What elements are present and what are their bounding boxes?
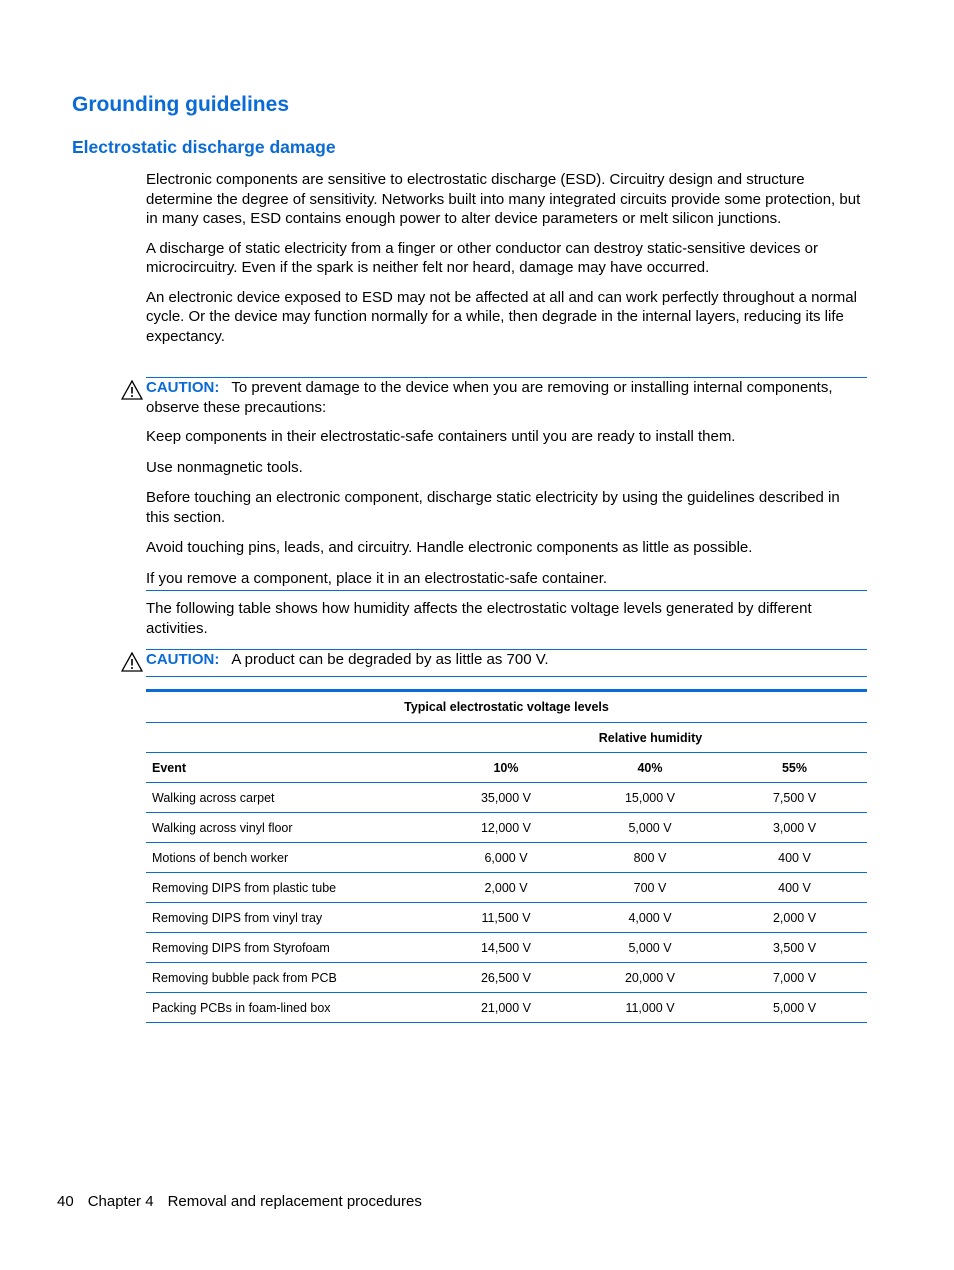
value-cell: 26,500 V: [434, 963, 578, 993]
value-cell: 14,500 V: [434, 933, 578, 963]
value-cell: 400 V: [722, 873, 867, 903]
warning-triangle-icon: [121, 652, 143, 672]
value-cell: 11,500 V: [434, 903, 578, 933]
value-cell: 3,500 V: [722, 933, 867, 963]
table-group-row: [146, 723, 867, 753]
column-header-40: 40%: [578, 753, 722, 783]
value-cell: 35,000 V: [434, 783, 578, 813]
chapter-title: Removal and replacement procedures: [167, 1193, 422, 1210]
paragraph: Electronic components are sensitive to electrostatic discharge (ESD). Circuitry design and structure determine the degree of sensitivity. Networks built into many integrated circuits provide some protection, but in many cases, ESD contains enough power to alter device parameters or melt silicon junctions.: [146, 171, 861, 227]
caution-message: A product can be degraded by as little as 700 V.: [231, 651, 549, 668]
table-row: [146, 933, 867, 963]
warning-triangle-icon: [121, 380, 143, 400]
event-cell: Walking across vinyl floor: [146, 813, 434, 843]
page-title: Grounding guidelines: [72, 93, 289, 116]
table-title: Typical electrostatic voltage levels: [146, 691, 867, 723]
value-cell: 4,000 V: [578, 903, 722, 933]
caution-label: CAUTION:: [146, 651, 220, 668]
paragraph: A discharge of static electricity from a finger or other conductor can destroy static-sensitive devices or microcircuitry. Even if the spark is neither felt nor heard, damage may have occurred.: [146, 239, 818, 276]
value-cell: 20,000 V: [578, 963, 722, 993]
precaution-item: Keep components in their electrostatic-safe containers until you are ready to install them.: [146, 428, 736, 445]
table-row: [146, 963, 867, 993]
value-cell: 800 V: [578, 843, 722, 873]
table-row: [146, 813, 867, 843]
column-header-55: 55%: [722, 753, 867, 783]
value-cell: 400 V: [722, 843, 867, 873]
precaution-item: Avoid touching pins, leads, and circuitry. Handle electronic components as little as possible.: [146, 539, 753, 556]
caution-label: CAUTION:: [146, 379, 220, 396]
chapter-label: Chapter 4: [87, 1193, 154, 1210]
event-cell: Packing PCBs in foam-lined box: [146, 993, 434, 1023]
event-cell: Removing DIPS from plastic tube: [146, 873, 434, 903]
table-title-row: [146, 691, 867, 723]
caution-message: To prevent damage to the device when you are removing or installing internal components, observe these precautions:: [146, 379, 833, 416]
section-title: Electrostatic discharge damage: [72, 137, 336, 157]
value-cell: 5,000 V: [722, 993, 867, 1023]
voltage-table: [146, 689, 867, 1023]
value-cell: 7,500 V: [722, 783, 867, 813]
table-cell: [146, 723, 434, 753]
value-cell: 7,000 V: [722, 963, 867, 993]
event-cell: Walking across carpet: [146, 783, 434, 813]
table-row: [146, 783, 867, 813]
caution-box: [146, 377, 867, 591]
value-cell: 11,000 V: [578, 993, 722, 1023]
column-header-10: 10%: [434, 753, 578, 783]
value-cell: 5,000 V: [578, 933, 722, 963]
table-row: [146, 993, 867, 1023]
value-cell: 5,000 V: [578, 813, 722, 843]
event-cell: Removing DIPS from Styrofoam: [146, 933, 434, 963]
precaution-item: Before touching an electronic component, discharge static electricity by using the guidelines described in this section.: [146, 489, 840, 526]
value-cell: 3,000 V: [722, 813, 867, 843]
table-row: [146, 873, 867, 903]
caution-box: [146, 649, 867, 677]
caution-text: [146, 650, 867, 670]
precaution-item: Use nonmagnetic tools.: [146, 458, 303, 476]
page-number: 40: [57, 1193, 74, 1210]
paragraph: An electronic device exposed to ESD may not be affected at all and can work perfectly throughout a normal cycle. Or the device may function normally for a while, then degrade in the internal layers, reducing its life expectancy.: [146, 288, 857, 345]
table-header-row: [146, 753, 867, 783]
value-cell: 12,000 V: [434, 813, 578, 843]
precaution-item: If you remove a component, place it in an electrostatic-safe container.: [146, 569, 608, 587]
event-cell: Removing DIPS from vinyl tray: [146, 903, 434, 933]
value-cell: 2,000 V: [434, 873, 578, 903]
event-cell: Removing bubble pack from PCB: [146, 963, 434, 993]
paragraph: The following table shows how humidity affects the electrostatic voltage levels generated by different activities.: [146, 600, 812, 637]
value-cell: 2,000 V: [722, 903, 867, 933]
value-cell: 6,000 V: [434, 843, 578, 873]
value-cell: 21,000 V: [434, 993, 578, 1023]
table-group-header: Relative humidity: [434, 723, 867, 753]
caution-text: [146, 378, 867, 417]
voltage-table-container: [146, 689, 867, 1023]
event-cell: Motions of bench worker: [146, 843, 434, 873]
intro-block: [146, 170, 867, 346]
table-row: [146, 843, 867, 873]
value-cell: 700 V: [578, 873, 722, 903]
table-row: [146, 903, 867, 933]
value-cell: 15,000 V: [578, 783, 722, 813]
page-footer: [57, 1192, 436, 1211]
column-header-event: Event: [146, 753, 434, 783]
table-intro-block: [146, 599, 867, 638]
